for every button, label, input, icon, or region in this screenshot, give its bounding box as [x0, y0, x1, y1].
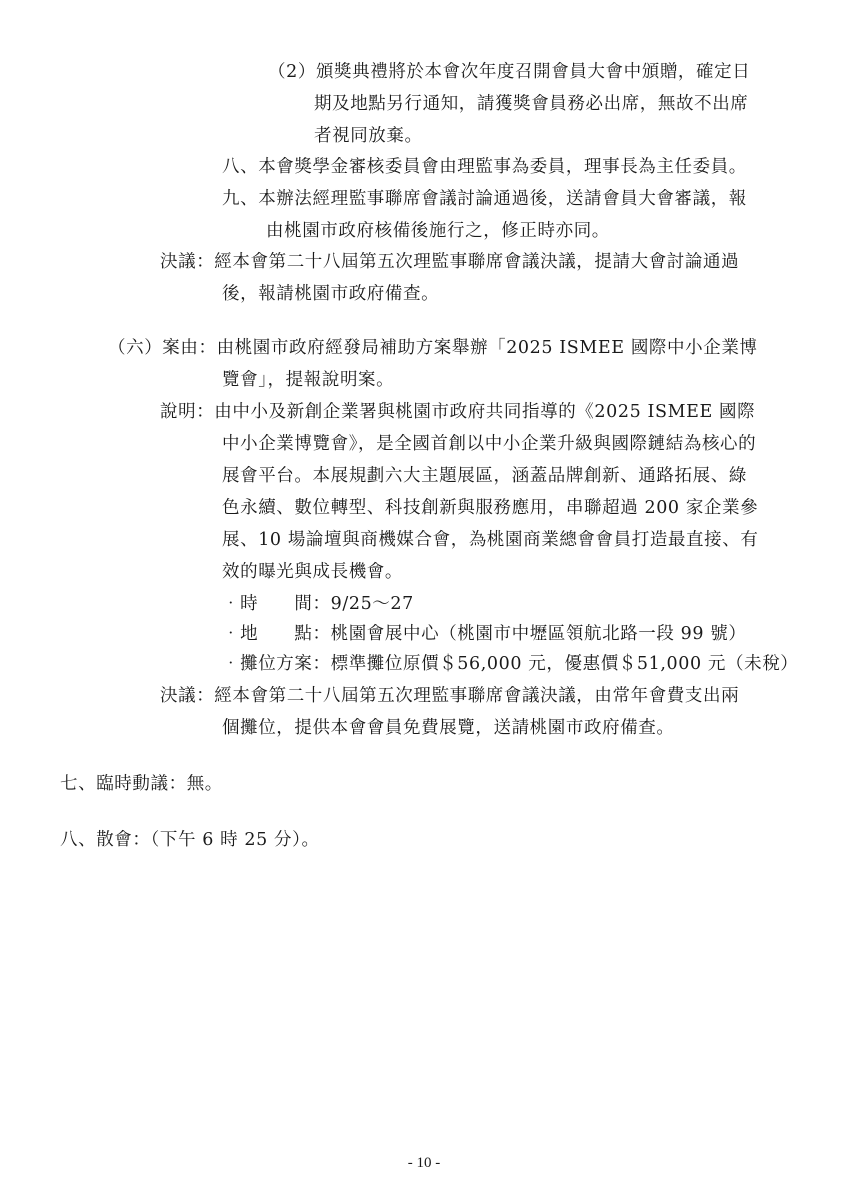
section-8-adjournment: 八、散會：（下午 6 時 25 分）。 [60, 830, 320, 850]
case6-resolution-line-2: 個攤位，提供本會會員免費展覽，送請桃園市政府備查。 [222, 718, 675, 738]
sub2-line-1: （2）頒獎典禮將於本會次年度召開會員大會中頒贈，確定日 [268, 62, 751, 82]
resolution5-line-2: 後，報請桃園市政府備查。 [222, 284, 440, 304]
case6-resolution-line-1: 決議：經本會第二十八屆第五次理監事聯席會議決議，由常年會費支出兩 [160, 686, 740, 706]
page-number: - 10 - [407, 1155, 441, 1171]
article9-line-2: 由桃園市政府核備後施行之，修正時亦同。 [266, 221, 610, 241]
bullet-time: ‧時 間：9/25～27 [222, 594, 414, 614]
case6-desc-line-4: 色永續、數位轉型、科技創新與服務應用，串聯超過 200 家企業參 [222, 498, 759, 518]
resolution5-line-1: 決議：經本會第二十八屆第五次理監事聯席會議決議，提請大會討論通過 [160, 252, 740, 272]
case6-desc-line-6: 效的曝光與成長機會。 [222, 562, 403, 582]
case6-desc-line-3: 展會平台。本展規劃六大主題展區，涵蓋品牌創新、通路拓展、綠 [222, 466, 747, 486]
section-7-extempore-motion: 七、臨時動議：無。 [60, 774, 223, 794]
case6-subject-line-2: 覽會」，提報說明案。 [222, 370, 395, 390]
case6-desc-line-5: 展、10 場論壇與商機媒合會，為桃園商業總會會員打造最直接、有 [222, 530, 759, 550]
article-8: 八、本會獎學金審核委員會由理監事為委員，理事長為主任委員。 [222, 157, 747, 177]
article9-line-1: 九、本辦法經理監事聯席會議討論通過後，送請會員大會審議，報 [222, 189, 747, 209]
case6-subject-line-1: （六）案由：由桃園市政府經發局補助方案舉辦「2025 ISMEE 國際中小企業博 [108, 338, 758, 358]
bullet-place: ‧地 點：桃園會展中心（桃園市中壢區領航北路一段 99 號） [222, 624, 747, 644]
bullet-booth: ‧攤位方案：標準攤位原價＄56,000 元，優惠價＄51,000 元（未稅） [222, 654, 799, 674]
sub2-line-3: 者視同放棄。 [314, 126, 423, 146]
sub2-line-2: 期及地點另行通知，請獲獎會員務必出席，無故不出席 [314, 94, 749, 114]
case6-desc-line-2: 中小企業博覽會》，是全國首創以中小企業升級與國際鏈結為核心的 [222, 434, 757, 454]
case6-desc-line-1: 說明：由中小及新創企業署與桃園市政府共同指導的《2025 ISMEE 國際 [160, 402, 756, 422]
